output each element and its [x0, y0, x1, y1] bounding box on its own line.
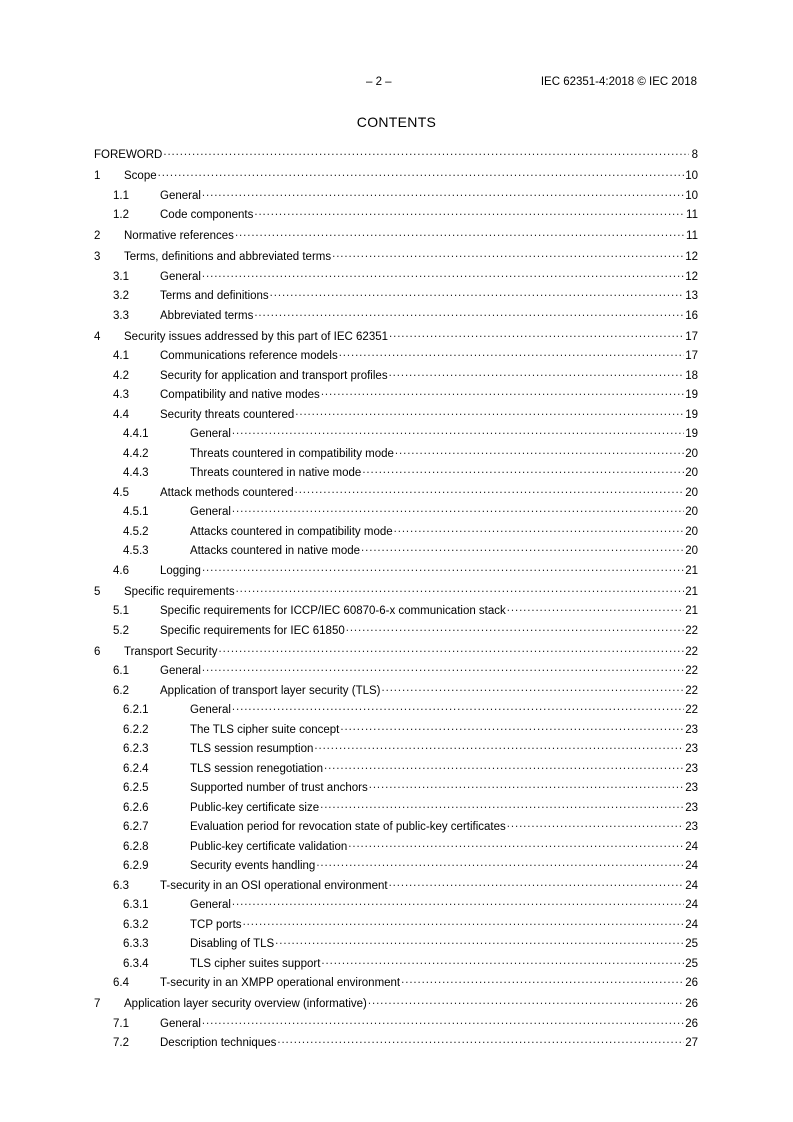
toc-entry-label: Public-key certificate size — [190, 801, 320, 814]
toc-entry[interactable] — [94, 287, 698, 307]
toc-entry-label: General — [190, 899, 231, 911]
dot-leader — [507, 818, 684, 830]
toc-entry-page: 24 — [685, 879, 698, 892]
toc-entry-page: 22 — [685, 624, 698, 637]
toc-entry-label: Terms, definitions and abbreviated terms — [124, 251, 332, 263]
dot-leader — [219, 643, 685, 655]
toc-entry-page: 23 — [685, 743, 698, 755]
toc-entry[interactable] — [94, 779, 698, 799]
toc-entry-number: 6.2.1 — [123, 704, 149, 716]
toc-entry[interactable] — [94, 799, 698, 819]
toc-entry[interactable] — [94, 187, 698, 207]
toc-entry-label: Threats countered in compatibility mode — [190, 447, 394, 460]
toc-entry-label: General — [190, 428, 231, 440]
toc-entry-label: Attacks countered in compatibility mode — [190, 525, 393, 538]
dot-leader — [507, 602, 684, 614]
toc-entry[interactable] — [94, 562, 698, 582]
toc-entry-number: 3.3 — [113, 309, 129, 322]
toc-entry-number: 5.2 — [113, 624, 129, 637]
dot-leader — [362, 464, 684, 476]
toc-entry[interactable] — [94, 464, 698, 484]
dot-leader — [320, 799, 684, 811]
toc-entry-page: 20 — [685, 506, 698, 518]
toc-entry[interactable] — [94, 721, 698, 741]
toc-entry-number: 5.1 — [113, 605, 129, 617]
toc-entry[interactable] — [94, 503, 698, 523]
toc-entry-number: 1.1 — [113, 189, 129, 202]
toc-entry-page: 23 — [685, 762, 698, 775]
toc-entry[interactable] — [94, 622, 698, 642]
page-header — [0, 76, 793, 92]
dot-leader — [232, 701, 684, 713]
toc-entry-number: 4 — [94, 330, 101, 343]
toc-entry[interactable] — [94, 1034, 698, 1054]
toc-entry-label: Security threats countered — [160, 408, 295, 421]
toc-entry-number: 6.2.2 — [123, 723, 149, 736]
toc-entry-label: TLS cipher suites support — [190, 957, 321, 970]
dot-leader — [324, 760, 684, 772]
toc-entry-label: General — [160, 665, 201, 677]
toc-entry[interactable] — [94, 367, 698, 387]
toc-entry-label: Normative references — [124, 230, 234, 242]
toc-entry-page: 16 — [685, 309, 698, 322]
toc-entry-page: 26 — [685, 1017, 698, 1030]
dot-leader — [340, 721, 684, 733]
dot-leader — [321, 386, 684, 398]
toc-entry[interactable] — [94, 1015, 698, 1035]
dot-leader — [382, 682, 685, 694]
toc-entry-label: FOREWORD — [94, 149, 163, 161]
toc-entry-page: 21 — [685, 605, 698, 617]
toc-entry-number: 6.2.8 — [123, 840, 149, 853]
toc-entry-page: 25 — [685, 938, 698, 950]
toc-entry-page: 25 — [685, 957, 698, 970]
toc-entry-number: 6.2.9 — [123, 860, 149, 872]
toc-entry[interactable] — [94, 896, 698, 916]
toc-entry[interactable] — [94, 347, 698, 367]
toc-entry-page: 13 — [685, 290, 698, 302]
toc-entry-number: 6.2.7 — [123, 821, 149, 833]
toc-entry[interactable] — [94, 760, 698, 780]
dot-leader — [254, 307, 684, 319]
toc-entry-label: General — [160, 1017, 201, 1030]
dot-leader — [232, 425, 684, 437]
toc-entry-label: Security issues addressed by this part of IEC 62351 — [124, 330, 389, 343]
dot-leader — [254, 206, 685, 218]
toc-entry[interactable] — [94, 445, 698, 465]
toc-entry-page: 20 — [685, 486, 698, 499]
toc-entry-number: 6.3 — [113, 879, 129, 892]
toc-entry-label: Supported number of trust anchors — [190, 782, 368, 794]
toc-entry-number: 1 — [94, 170, 101, 182]
toc-entry-page: 23 — [685, 782, 698, 794]
toc-entry[interactable] — [94, 935, 698, 955]
toc-entry-label: General — [190, 704, 231, 716]
dot-leader — [232, 503, 684, 515]
dot-leader — [275, 935, 684, 947]
toc-entry-number: 5 — [94, 585, 101, 598]
dot-leader — [202, 662, 684, 674]
dot-leader — [389, 877, 685, 889]
toc-entry-label: Specific requirements for IEC 61850 — [160, 624, 345, 637]
toc-entry[interactable] — [94, 682, 698, 702]
toc-entry-page: 24 — [685, 918, 698, 931]
toc-entry-label: Compatibility and native modes — [160, 389, 320, 401]
toc-entry-label: General — [190, 506, 231, 518]
toc-entry-label: T-security in an OSI operational environment — [160, 879, 388, 892]
toc-entry[interactable] — [94, 955, 698, 975]
toc-entry-label: Code components — [160, 209, 254, 221]
toc-entry[interactable] — [94, 146, 698, 166]
toc-entry-number: 3.2 — [113, 290, 129, 302]
toc-entry[interactable] — [94, 542, 698, 562]
toc-entry-number: 6.2.5 — [123, 782, 149, 794]
toc-entry-page: 10 — [685, 189, 698, 202]
document-reference: IEC 62351-4:2018 © IEC 2018 — [540, 76, 697, 88]
toc-entry-number: 4.4.1 — [123, 428, 149, 440]
toc-entry-page: 17 — [685, 330, 698, 343]
dot-leader — [389, 328, 684, 340]
dot-leader — [235, 227, 685, 239]
toc-entry-page: 23 — [685, 801, 698, 814]
toc-entry[interactable] — [94, 701, 698, 721]
dot-leader — [394, 523, 685, 535]
toc-entry-number: 1.2 — [113, 209, 129, 221]
dot-leader — [369, 779, 684, 791]
toc-entry-label: Public-key certificate validation — [190, 840, 348, 853]
toc-entry-page: 27 — [685, 1037, 698, 1049]
dot-leader — [202, 562, 684, 574]
toc-entry-number: 7 — [94, 998, 101, 1010]
toc-entry-label: Scope — [124, 170, 157, 182]
toc-entry-number: 4.5.2 — [123, 525, 149, 538]
toc-entry-page: 26 — [685, 998, 698, 1010]
toc-entry-number: 3 — [94, 251, 101, 263]
toc-entry[interactable] — [94, 328, 698, 348]
toc-entry[interactable] — [94, 484, 698, 504]
toc-entry-number: 4.3 — [113, 389, 129, 401]
dot-leader — [236, 583, 685, 595]
toc-entry-label: Communications reference models — [160, 350, 338, 362]
toc-entry-label: Attacks countered in native mode — [190, 545, 361, 557]
dot-leader — [202, 187, 684, 199]
toc-entry[interactable] — [94, 386, 698, 406]
toc-entry-number: 4.4.3 — [123, 467, 149, 479]
toc-entry[interactable] — [94, 425, 698, 445]
toc-entry[interactable] — [94, 857, 698, 877]
toc-entry[interactable] — [94, 995, 698, 1015]
toc-entry-number: 4.4.2 — [123, 447, 149, 460]
toc-entry-label: Abbreviated terms — [160, 309, 254, 322]
page-number: – 2 – — [366, 76, 392, 88]
toc-entry-page: 20 — [685, 467, 698, 479]
toc-entry-number: 4.2 — [113, 369, 129, 382]
toc-entry-label: TLS session resumption — [190, 743, 314, 755]
toc-entry-number: 7.2 — [113, 1037, 129, 1049]
dot-leader — [232, 896, 684, 908]
toc-entry-label: Terms and definitions — [160, 290, 269, 302]
toc-entry-number: 4.5.3 — [123, 545, 149, 557]
dot-leader — [346, 622, 684, 634]
dot-leader — [295, 484, 685, 496]
toc-entry[interactable] — [94, 206, 698, 226]
dot-leader — [395, 445, 684, 457]
toc-entry[interactable] — [94, 838, 698, 858]
toc-entry[interactable] — [94, 877, 698, 897]
dot-leader — [163, 146, 689, 158]
toc-entry-number: 4.4 — [113, 408, 129, 421]
toc-entry-page: 26 — [685, 977, 698, 989]
dot-leader — [295, 406, 684, 418]
toc-entry-label: Description techniques — [160, 1037, 277, 1049]
dot-leader — [243, 916, 685, 928]
toc-entry-label: Threats countered in native mode — [190, 467, 362, 479]
toc-entry-number: 3.1 — [113, 270, 129, 283]
toc-entry-page: 19 — [685, 408, 698, 421]
toc-entry-label: Security events handling — [190, 860, 316, 872]
toc-entry-number: 6.2.4 — [123, 762, 149, 775]
toc-entry-page: 8 — [691, 149, 698, 161]
toc-entry-number: 6.2.6 — [123, 801, 149, 814]
dot-leader — [314, 740, 684, 752]
toc-entry[interactable] — [94, 643, 698, 663]
toc-entry-label: Attack methods countered — [160, 486, 294, 499]
toc-entry[interactable] — [94, 523, 698, 543]
toc-entry-page: 22 — [685, 684, 698, 697]
toc-entry-label: T-security in an XMPP operational environment — [160, 977, 401, 989]
toc-entry-number: 6.3.3 — [123, 938, 149, 950]
toc-entry-page: 22 — [685, 704, 698, 716]
dot-leader — [321, 955, 684, 967]
toc-entry-label: TLS session renegotiation — [190, 762, 323, 775]
toc-entry[interactable] — [94, 974, 698, 994]
toc-entry-label: Specific requirements — [124, 585, 235, 598]
toc-entry[interactable] — [94, 307, 698, 327]
toc-entry[interactable] — [94, 916, 698, 936]
toc-entry[interactable] — [94, 406, 698, 426]
dot-leader — [316, 857, 684, 869]
toc-entry-page: 22 — [685, 665, 698, 677]
toc-entry-number: 6.3.2 — [123, 918, 149, 931]
dot-leader — [389, 367, 685, 379]
toc-entry-number: 6 — [94, 645, 101, 658]
toc-entry-page: 17 — [685, 350, 698, 362]
dot-leader — [277, 1034, 684, 1046]
toc-entry-number: 6.2.3 — [123, 743, 149, 755]
toc-entry[interactable] — [94, 583, 698, 603]
toc-entry-label: Disabling of TLS — [190, 938, 275, 950]
toc-entry[interactable] — [94, 167, 698, 187]
toc-entry-number: 4.6 — [113, 564, 129, 577]
toc-entry-number: 4.1 — [113, 350, 129, 362]
toc-entry-page: 11 — [686, 209, 698, 221]
toc-entry-page: 10 — [685, 170, 698, 182]
toc-entry-page: 12 — [685, 251, 698, 263]
toc-entry-page: 24 — [685, 860, 698, 872]
toc-entry[interactable] — [94, 227, 698, 247]
toc-entry-page: 24 — [685, 840, 698, 853]
toc-entry-page: 18 — [685, 369, 698, 382]
toc-entry[interactable] — [94, 248, 698, 268]
toc-entry-number: 6.4 — [113, 977, 129, 989]
toc-entry-page: 21 — [685, 564, 698, 577]
toc-entry-number: 4.5 — [113, 486, 129, 499]
dot-leader — [368, 995, 684, 1007]
toc-entry-label: Specific requirements for ICCP/IEC 60870-6-x communication stack — [160, 605, 506, 617]
toc-entry-label: General — [160, 270, 201, 283]
dot-leader — [202, 268, 684, 280]
dot-leader — [332, 248, 684, 260]
toc-entry-label: The TLS cipher suite concept — [190, 723, 340, 736]
toc-entry-page: 23 — [685, 821, 698, 833]
toc-entry-label: Logging — [160, 564, 201, 577]
toc-entry-page: 20 — [685, 447, 698, 460]
toc-entry-label: Evaluation period for revocation state of public-key certificates — [190, 821, 506, 833]
toc-entry[interactable] — [94, 602, 698, 622]
dot-leader — [401, 974, 684, 986]
page-title: CONTENTS — [356, 114, 437, 130]
toc-entry-page: 21 — [685, 585, 698, 598]
dot-leader — [270, 287, 685, 299]
toc-entry-number: 6.3.4 — [123, 957, 149, 970]
toc-entry-page: 20 — [685, 525, 698, 538]
dot-leader — [348, 838, 684, 850]
toc-entry-page: 22 — [685, 645, 698, 658]
toc-entry-label: Transport Security — [124, 645, 218, 658]
toc-entry-number: 6.3.1 — [123, 899, 149, 911]
toc-entry-page: 23 — [685, 723, 698, 736]
toc-entry-label: TCP ports — [190, 918, 242, 931]
toc-entry-page: 20 — [685, 545, 698, 557]
toc-entry-label: Security for application and transport profiles — [160, 369, 388, 382]
toc-entry-label: Application of transport layer security (TLS) — [160, 684, 381, 697]
toc-entry-number: 6.1 — [113, 665, 129, 677]
toc-entry-page: 12 — [685, 270, 698, 283]
toc-entry-number: 7.1 — [113, 1017, 129, 1030]
toc-entry[interactable] — [94, 268, 698, 288]
table-of-contents — [94, 146, 698, 1054]
toc-entry-label: General — [160, 189, 201, 202]
dot-leader — [361, 542, 684, 554]
toc-entry[interactable] — [94, 740, 698, 760]
toc-entry-number: 4.5.1 — [123, 506, 149, 518]
toc-entry-label: Application layer security overview (informative) — [124, 998, 367, 1010]
toc-entry[interactable] — [94, 662, 698, 682]
toc-entry[interactable] — [94, 818, 698, 838]
toc-entry-page: 19 — [685, 428, 698, 440]
dot-leader — [339, 347, 685, 359]
toc-entry-page: 11 — [686, 230, 698, 242]
toc-entry-page: 19 — [685, 389, 698, 401]
toc-entry-number: 2 — [94, 230, 101, 242]
toc-entry-page: 24 — [685, 899, 698, 911]
toc-entry-number: 6.2 — [113, 684, 129, 697]
dot-leader — [158, 167, 685, 179]
dot-leader — [202, 1015, 684, 1027]
